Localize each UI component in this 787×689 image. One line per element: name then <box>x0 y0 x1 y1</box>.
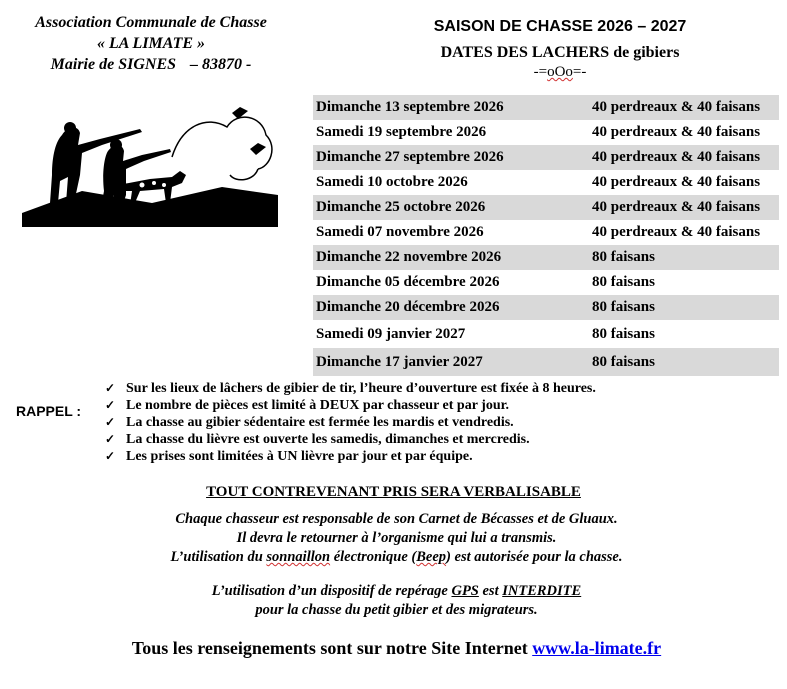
table-row <box>313 348 779 376</box>
list-item <box>105 380 596 397</box>
release-date: Dimanche 05 décembre 2026 <box>316 274 500 290</box>
release-quantity: 80 faisans <box>589 245 779 270</box>
association-address <box>0 54 302 75</box>
gps-paragraph <box>0 582 787 620</box>
table-row <box>313 95 779 120</box>
forbidden-term: INTERDITE <box>502 583 582 599</box>
ornament: -=oOo=- <box>533 64 587 80</box>
release-quantity: 40 perdreaux & 40 faisans <box>589 95 779 120</box>
release-date: Dimanche 22 novembre 2026 <box>313 245 589 270</box>
table-row <box>313 245 779 270</box>
checkmark-icon: ✓ <box>105 381 116 395</box>
gps-line: L’utilisation d’un dispositif de repérage GPS est INTERDITE <box>211 583 582 599</box>
table-row <box>313 170 779 195</box>
gps-term: GPS <box>451 583 479 599</box>
checkmark-icon: ✓ <box>105 432 116 446</box>
release-quantity: 40 perdreaux & 40 faisans <box>589 145 779 170</box>
town-hall: Mairie de SIGNES <box>50 56 177 73</box>
rappel-label: RAPPEL : <box>16 403 82 419</box>
list-item <box>105 414 596 431</box>
reminder-text: Les prises sont limitées à UN lièvre par jour et par équipe. <box>126 449 473 464</box>
carnet-line: Chaque chasseur est responsable de son Carnet de Bécasses et de Gluaux. <box>175 511 618 527</box>
release-date: Samedi 09 janvier 2027 <box>316 325 466 342</box>
postal-code: – 83870 - <box>190 56 252 73</box>
release-date: Samedi 19 septembre 2026 <box>316 124 487 140</box>
release-quantity: 80 faisans <box>592 325 655 342</box>
website-link[interactable]: www.la-limate.fr <box>532 638 662 658</box>
release-date: Samedi 10 octobre 2026 <box>316 174 468 190</box>
reminder-text: Sur les lieux de lâchers de gibier de tir, l’heure d’ouverture est fixée à 8 heures. <box>126 381 596 396</box>
table-row <box>313 195 779 220</box>
release-quantity: 80 faisans <box>589 348 779 376</box>
association-nickname: « LA LIMATE » <box>96 35 206 52</box>
release-date: Dimanche 20 décembre 2026 <box>313 295 589 320</box>
table-row <box>313 220 779 245</box>
release-quantity: 80 faisans <box>589 295 779 320</box>
hunting-scene-illustration <box>22 95 278 227</box>
table-row <box>313 145 779 170</box>
release-quantity: 40 perdreaux & 40 faisans <box>592 124 761 140</box>
document-title <box>390 17 730 81</box>
release-date: Samedi 07 novembre 2026 <box>316 224 484 240</box>
table-row <box>313 320 779 348</box>
release-quantity: 40 perdreaux & 40 faisans <box>589 195 779 220</box>
warning-heading: TOUT CONTREVENANT PRIS SERA VERBALISABLE <box>206 484 581 500</box>
table-row <box>313 120 779 145</box>
table-row <box>313 270 779 295</box>
release-schedule-table <box>313 95 779 376</box>
association-name: Association Communale de Chasse <box>35 14 267 31</box>
checkmark-icon: ✓ <box>105 415 116 429</box>
association-header <box>0 12 302 75</box>
release-date: Dimanche 27 septembre 2026 <box>313 145 589 170</box>
carnet-paragraph <box>0 510 787 567</box>
release-dates-title: DATES DES LACHERS de gibiers <box>440 44 680 61</box>
season-title: SAISON DE CHASSE 2026 – 2027 <box>433 18 687 35</box>
list-item <box>105 397 596 414</box>
release-quantity: 40 perdreaux & 40 faisans <box>592 224 761 240</box>
release-quantity: 80 faisans <box>592 274 655 290</box>
reminder-list <box>105 380 596 465</box>
checkmark-icon: ✓ <box>105 449 116 463</box>
footer <box>0 638 787 659</box>
release-quantity: 40 perdreaux & 40 faisans <box>592 174 761 190</box>
beeper-line: L’utilisation du sonnaillon électronique (Beep) est autorisée pour la chasse. <box>170 549 623 565</box>
reminder-text: Le nombre de pièces est limité à DEUX par chasseur et par jour. <box>126 398 510 413</box>
release-date: Dimanche 17 janvier 2027 <box>313 348 589 376</box>
footer-text: Tous les renseignements sont sur notre Site Internet <box>131 638 533 658</box>
release-date: Dimanche 13 septembre 2026 <box>313 95 589 120</box>
reminder-text: La chasse au gibier sédentaire est fermée les mardis et vendredis. <box>126 415 514 430</box>
reminder-text: La chasse du lièvre est ouverte les samedis, dimanches et mercredis. <box>126 432 530 447</box>
gps-scope-line: pour la chasse du petit gibier et des migrateurs. <box>255 602 538 618</box>
return-line: Il devra le retourner à l’organisme qui lui a transmis. <box>236 530 557 546</box>
checkmark-icon: ✓ <box>105 398 116 412</box>
release-date: Dimanche 25 octobre 2026 <box>313 195 589 220</box>
list-item <box>105 448 596 465</box>
list-item <box>105 431 596 448</box>
table-row <box>313 295 779 320</box>
